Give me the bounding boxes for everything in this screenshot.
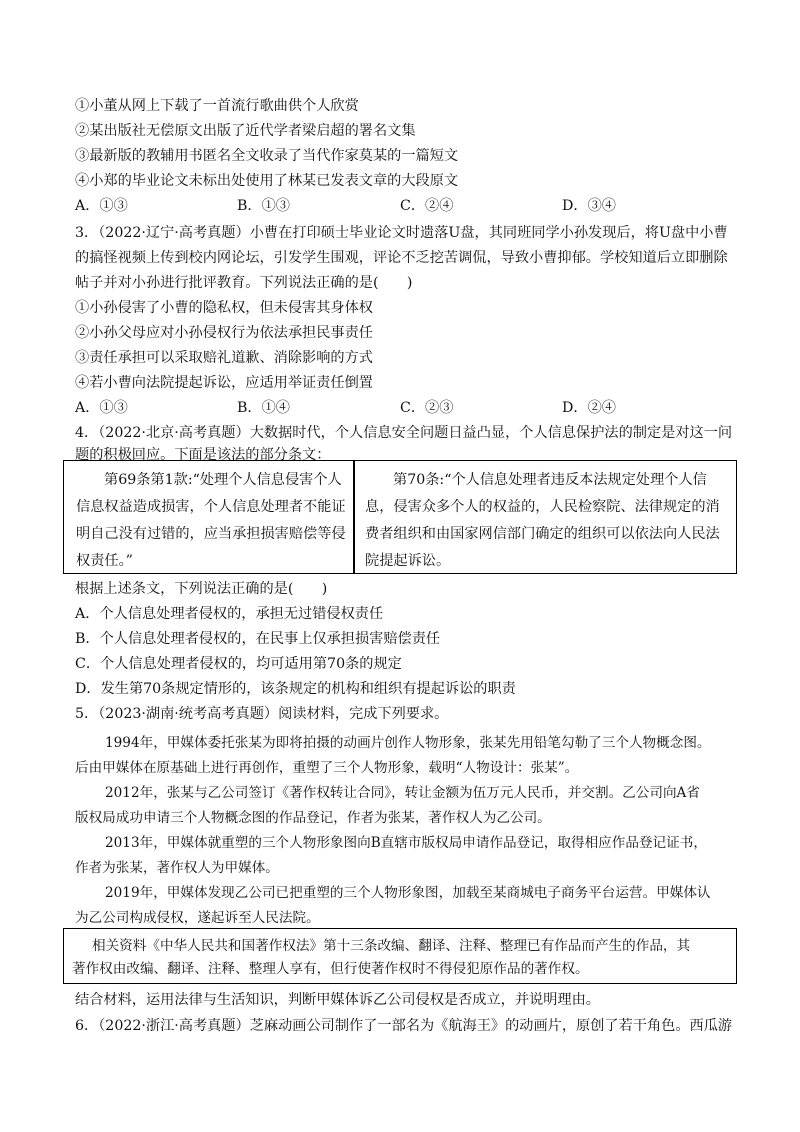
- q3-option-d[interactable]: D．②④: [562, 400, 616, 416]
- q4-question: 根据上述条文，下列说法正确的是( ): [75, 581, 328, 597]
- q5-question: 结合材料，运用法律与生活知识，判断甲媒体诉乙公司侵权是否成立，并说明理由。: [75, 992, 600, 1008]
- q2-option-b[interactable]: B．①③: [237, 198, 290, 214]
- table-divider: [353, 461, 355, 573]
- q2-statement-1: ①小董从网上下载了一首流行歌曲供个人欣赏: [75, 98, 359, 114]
- q2-option-d[interactable]: D．③④: [562, 198, 616, 214]
- article-69-line-1: 第69条第1款:“处理个人信息侵害个人: [104, 472, 342, 488]
- q2-options: [75, 196, 725, 216]
- q5-para-4-line-1: 2019年，甲媒体发现乙公司已把重塑的三个人物形象图，加载至某商城电子商务平台运营。甲媒体认: [105, 885, 711, 901]
- q3-statement-4: ④若小曹向法院提起诉讼，应适用举证责任倒置: [75, 375, 373, 391]
- q2-option-a[interactable]: A．①③: [75, 198, 128, 214]
- q4-articles-table: [63, 460, 737, 574]
- q2-statement-4: ④小郑的毕业论文未标出处使用了林某已发表文章的大段原文: [75, 173, 459, 189]
- q5-para-3-line-2: 作者为张某，著作权人为甲媒体。: [75, 860, 279, 876]
- q4-option-d[interactable]: D．发生第70条规定情形的，该条规定的机构和组织有提起诉讼的职责: [75, 681, 516, 697]
- q3-options: [75, 398, 725, 418]
- article-70-line-3: 费者组织和由国家网信部门确定的组织可以依法向人民法: [365, 526, 720, 542]
- q5-para-1-line-1: 1994年，甲媒体委托张某为即将拍摄的动画片创作人物形象，张某先用铅笔勾勒了三个人物概念图。: [105, 735, 711, 751]
- q3-stem-line-2: 的搞怪视频上传到校内网论坛，引发学生围观，评论不乏挖苦调侃，导致小曹抑郁。学校知道后立即删除: [75, 250, 728, 266]
- q2-statement-2: ②某出版社无偿原文出版了近代学者梁启超的署名文集: [75, 123, 416, 139]
- q4-option-a[interactable]: A．个人信息处理者侵权的，承担无过错侵权责任: [75, 606, 384, 622]
- q6-stem: 6．（2022·浙江·高考真题）芝麻动画公司制作了一部名为《航海王》的动画片，原创了若干角色。西瓜游: [75, 1018, 733, 1034]
- q5-para-4-line-2: 为乙公司构成侵权，遂起诉至人民法院。: [75, 910, 320, 926]
- article-70-cell: [365, 467, 725, 575]
- q5-stem: 5．（2023·湖南·统考高考真题）阅读材料，完成下列要求。: [75, 706, 449, 722]
- q5-para-2-line-2: 版权局成功申请三个人物概念图的作品登记，作者为张某，著作权人为乙公司。: [75, 810, 551, 826]
- q5-reference-box: [63, 928, 737, 984]
- q3-option-c[interactable]: C．②③: [400, 400, 454, 416]
- q5-para-1-line-2: 后由甲媒体在原基础上进行再创作，重塑了三个人物形象，载明“人物设计：张某”。: [75, 760, 579, 776]
- q3-statement-3: ③责任承担可以采取赔礼道歉、消除影响的方式: [75, 350, 373, 366]
- q4-option-c[interactable]: C．个人信息处理者侵权的，均可适用第70条的规定: [75, 656, 402, 672]
- q5-para-3-line-1: 2013年，甲媒体就重塑的三个人物形象图向B直辖市版权局申请作品登记，取得相应作品登记证书，: [105, 835, 707, 851]
- article-69-line-2: 信息权益造成损害，个人信息处理者不能证: [76, 499, 346, 515]
- q3-stem-line-3: 帖子并对小孙进行批评教育。下列说法正确的是( ): [75, 275, 413, 291]
- q5-reference-line-2: 著作权由改编、翻译、注释、整理人享有，但行使著作权时不得侵犯原作品的著作权。: [72, 961, 589, 977]
- q3-stem-line-1: 3．（2022·辽宁·高考真题）小曹在打印硕士毕业论文时遗落U盘，其同班同学小孙发现后，将U盘中小曹: [75, 225, 728, 241]
- q3-option-a[interactable]: A．①③: [75, 400, 128, 416]
- article-69-cell: [76, 467, 344, 575]
- q5-reference-line-1: 相关资料《中华人民共和国著作权法》第十三条改编、翻译、注释、整理已有作品而产生的作品，其: [92, 938, 691, 954]
- q3-statement-2: ②小孙父母应对小孙侵权行为依法承担民事责任: [75, 325, 373, 341]
- q4-option-b[interactable]: B．个人信息处理者侵权的，在民事上仅承担损害赔偿责任: [75, 631, 441, 647]
- article-69-line-4: 权责任。”: [76, 553, 133, 569]
- q2-statement-3: ③最新版的教辅用书匿名全文收录了当代作家莫某的一篇短文: [75, 148, 459, 164]
- article-69-line-3: 明自己没有过错的，应当承担损害赔偿等侵: [76, 526, 346, 542]
- article-70-line-2: 息，侵害众多个人的权益的，人民检察院、法律规定的消: [365, 499, 720, 515]
- q3-statement-1: ①小孙侵害了小曹的隐私权，但未侵害其身体权: [75, 300, 373, 316]
- q5-para-2-line-1: 2012年，张某与乙公司签订《著作权转让合同》，转让金额为伍万元人民币，并交割。乙公司向A省: [105, 785, 700, 801]
- q4-stem-line-2: 题的积极回应。下面是该法的部分条文：: [75, 447, 331, 463]
- article-70-line-4: 院提起诉讼。: [365, 553, 451, 569]
- article-70-line-1: 第70条:“个人信息处理者违反本法规定处理个人信: [393, 472, 707, 488]
- q2-option-c[interactable]: C．②④: [400, 198, 454, 214]
- q4-stem-line-1: 4．（2022·北京·高考真题）大数据时代，个人信息安全问题日益凸显，个人信息保护法的制定是对这一问: [75, 425, 733, 441]
- q3-option-b[interactable]: B．①④: [237, 400, 290, 416]
